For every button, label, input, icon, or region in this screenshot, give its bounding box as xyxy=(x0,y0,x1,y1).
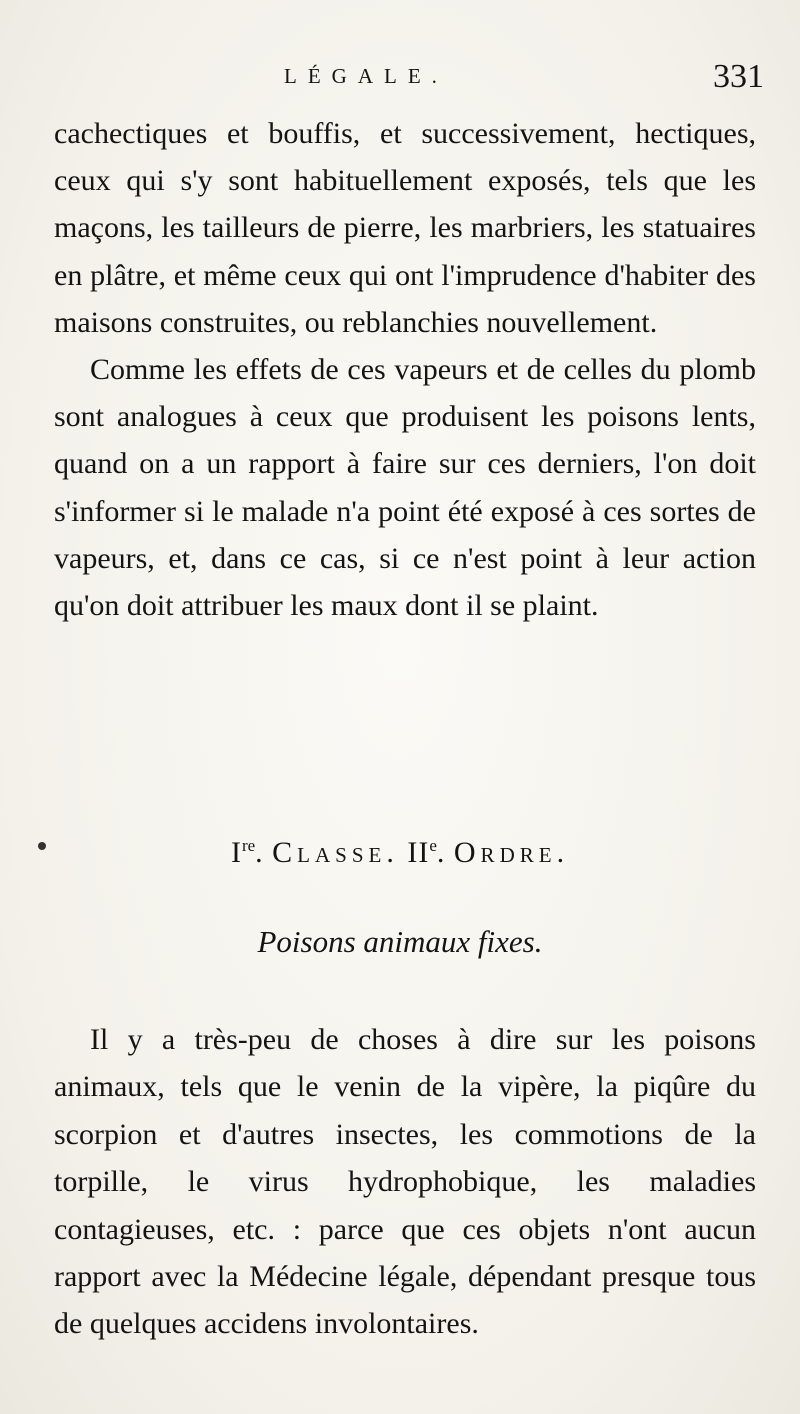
class-number-sup: re xyxy=(241,836,256,855)
paragraph-vapeurs: Comme les effets de ces vapeurs et de celles du plomb sont analogues à ceux que produisent les poisons lents, quand on a un rapport à faire sur ces derniers, l'on doit s'informer si le malade n'a point été exposé à ces sortes de vapeurs, et, dans ce cas, si ce n'est point à leur action qu'on doit attribuer les maux dont il se plaint. xyxy=(54,353,756,623)
class-number: I xyxy=(230,836,242,869)
order-number-sup: e xyxy=(429,836,437,855)
ink-speck xyxy=(38,842,46,850)
page-number: 331 xyxy=(713,58,764,95)
paragraph-continuation: cachectiques et bouffis, et successivement, hectiques, ceux qui s'y sont habituellement exposés, tels que les maçons, les tailleurs de pierre, les marbriers, les statuaires en plâtre, et même ceux qui ont l'imprudence d'habiter des maisons construites, ou reblanchies nouvellement. xyxy=(54,117,756,339)
running-head-title: LÉGALE. xyxy=(284,64,448,88)
body-text-top xyxy=(54,110,756,629)
class-word: Classe. xyxy=(272,836,399,869)
paragraph-poisons-animaux: Il y a très-peu de choses à dire sur les poisons animaux, tels que le venin de la vipère, la piqûre du scorpion et d'autres insectes, les commotions de la torpille, le virus hydrophobique, les maladies contagieuses, etc. : parce que ces objets n'ont aucun rapport avec la Médecine légale, dépendant presque tous de quelques accidens involontaires. xyxy=(54,1023,756,1341)
order-number: II xyxy=(407,836,430,869)
body-text-bottom xyxy=(54,1016,756,1348)
sub-heading: Poisons animaux fixes. xyxy=(257,924,543,959)
section-heading: Ire. Classe. IIe. Ordre. xyxy=(230,836,570,869)
running-head xyxy=(52,58,764,98)
order-word: Ordre. xyxy=(453,836,570,869)
